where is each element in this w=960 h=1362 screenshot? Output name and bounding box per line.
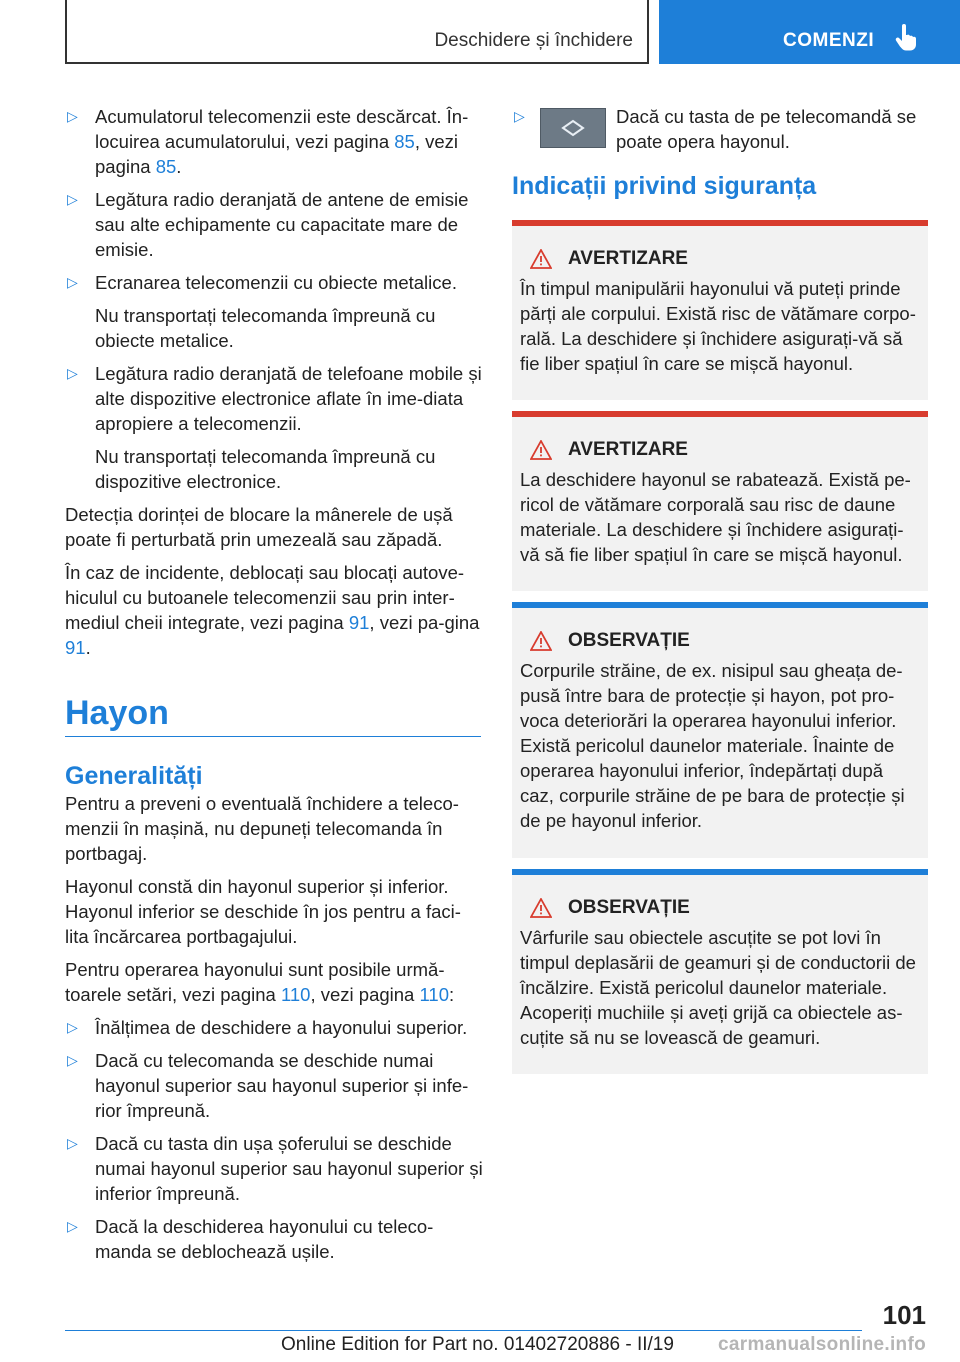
- list-item: ▷ Acumulatorul telecomenzii este descărcat. În-locuirea acumulatorului, vezi pagina 85, vezi pagina 85.: [67, 106, 469, 177]
- triangle-bullet-icon: ▷: [67, 108, 78, 124]
- tab-comenzi[interactable]: [659, 0, 960, 64]
- heading-rule: [65, 736, 481, 737]
- triangle-bullet-icon: ▷: [514, 108, 525, 124]
- section-title: Deschidere și închidere: [434, 30, 633, 51]
- notice-body: Corpurile străine, de ex. nisipul sau gheața de-pusă între bara de protecție și hayon, pot pro-voca deteriorări la operarea hayonului inferior. Există pericolul daunelor materiale. Înainte de operarea hayonului inferior, îndepărtați după caz, corpurile străine de pe bara de protecție și de pe hayonul inferior.: [520, 660, 905, 831]
- tailgate-key-icon: [540, 108, 606, 148]
- warning-triangle-icon: [530, 631, 552, 651]
- left-column-lower: [65, 764, 483, 1272]
- pointing-hand-icon: [895, 24, 917, 57]
- section-heading: Hayon: [65, 694, 169, 732]
- footer-rule: [65, 1330, 862, 1331]
- page-link[interactable]: 91: [65, 637, 86, 658]
- notice-title: OBSERVAȚIE: [520, 630, 920, 652]
- paragraph: Pentru operarea hayonului sunt posibile urmă-toarele setări, vezi pagina 110, vezi pagina 110:: [65, 959, 455, 1005]
- list-item: ▷ Legătura radio deranjată de telefoane mobile și alte dispozitive electronice aflate în ime-diata apropiere a telecomenzii.: [67, 363, 482, 434]
- list-item: ▷ Dacă cu tasta din ușa șoferului se deschide numai hayonul superior sau hayonul superior și inferior împreună.: [67, 1133, 483, 1204]
- triangle-bullet-icon: ▷: [67, 365, 78, 381]
- triangle-bullet-icon: ▷: [67, 1019, 78, 1035]
- triangle-bullet-icon: ▷: [67, 1135, 78, 1151]
- notice-title: OBSERVAȚIE: [520, 897, 920, 919]
- warning-box: [512, 220, 928, 400]
- paragraph: În caz de incidente, deblocați sau blocați autove-hiculul cu butoanele telecomenzii sau prin inter-mediul cheii integrate, vezi pagina 91, vezi pa-gina 91.: [65, 562, 480, 658]
- page-link[interactable]: 91: [348, 612, 370, 633]
- notice-body: La deschidere hayonul se rabatează. Există pe-ricol de vătămare corporală sau risc de daune materiale. La deschidere și închidere asigurați-vă să fie liber spațiul în care se mișcă hayonul.: [520, 469, 911, 565]
- triangle-bullet-icon: ▷: [67, 1052, 78, 1068]
- notice-body: Vârfurile sau obiectele ascuțite se pot lovi în timpul deplasării de geamuri și de conductorii de încălzire. Există pericolul daunelor materiale. Acoperiți muchiile și aveți grijă ca obiectele as-cuțite să nu se lovească de geamuri.: [520, 927, 916, 1048]
- subsection-heading: Generalități: [65, 762, 203, 790]
- notice-box: [512, 869, 928, 1074]
- paragraph: Pentru a preveni o eventuală închidere a teleco-menzii în mașină, nu depuneți telecomanda în portbagaj.: [65, 793, 459, 864]
- warning-triangle-icon: [530, 898, 552, 918]
- list-item: ▷ Dacă cu tasta de pe telecomandă se poate opera hayonul.: [514, 106, 917, 152]
- notice-title: AVERTIZARE: [520, 439, 920, 461]
- triangle-bullet-icon: ▷: [67, 274, 78, 290]
- paragraph: Hayonul constă din hayonul superior și inferior. Hayonul inferior se deschide în jos pentru a faci-lita încărcarea portbagajului.: [65, 876, 461, 947]
- left-column: [65, 104, 483, 668]
- notice-body: În timpul manipulării hayonului vă puteți prinde părți ale corpului. Există risc de vătămare corpo-rală. La deschidere și închidere asigurați-vă să fie liber spațiul în care se mișcă hayonul.: [520, 278, 916, 374]
- list-item: ▷ Legătura radio deranjată de antene de emisie sau alte echipamente cu capacitate mare de emisie.: [67, 189, 469, 260]
- triangle-bullet-icon: ▷: [67, 191, 78, 207]
- header-box: [65, 0, 649, 64]
- page-number: 101: [882, 1300, 926, 1330]
- subsection-heading: Indicații privind siguranța: [512, 172, 817, 200]
- tab-label: COMENZI: [783, 30, 875, 51]
- list-item-note: Nu transportați telecomanda împreună cu dispozitive electronice.: [95, 446, 436, 492]
- triangle-bullet-icon: ▷: [67, 1218, 78, 1234]
- warning-box: [512, 411, 928, 591]
- list-item-note: Nu transportați telecomanda împreună cu obiecte metalice.: [95, 305, 436, 351]
- page-link[interactable]: 110: [419, 984, 449, 1005]
- list-item: ▷ Ecranarea telecomenzii cu obiecte metalice.: [67, 272, 457, 293]
- watermark-text: carmanualsonline.info: [718, 1334, 926, 1355]
- list-item: ▷ Dacă la deschiderea hayonului cu teleco-manda se deblochează ușile.: [67, 1216, 434, 1262]
- notice-box: [512, 602, 928, 858]
- page-link[interactable]: 110: [280, 984, 311, 1005]
- paragraph: Detecția dorinței de blocare la mânerele de ușă poate fi perturbată prin umezeală sau zăpadă.: [65, 504, 453, 550]
- warning-triangle-icon: [530, 440, 552, 460]
- edition-text: Online Edition for Part no. 01402720886 - II/19: [281, 1334, 674, 1355]
- right-column: [512, 104, 928, 201]
- page-link[interactable]: 85: [155, 156, 177, 177]
- list-item: ▷ Înălțimea de deschidere a hayonului superior.: [67, 1017, 468, 1038]
- list-item: ▷ Dacă cu telecomanda se deschide numai hayonul superior sau hayonul superior și infe-rior împreună.: [67, 1050, 469, 1121]
- notice-title: AVERTIZARE: [520, 248, 920, 270]
- page-link[interactable]: 85: [394, 131, 415, 152]
- warning-triangle-icon: [530, 249, 552, 269]
